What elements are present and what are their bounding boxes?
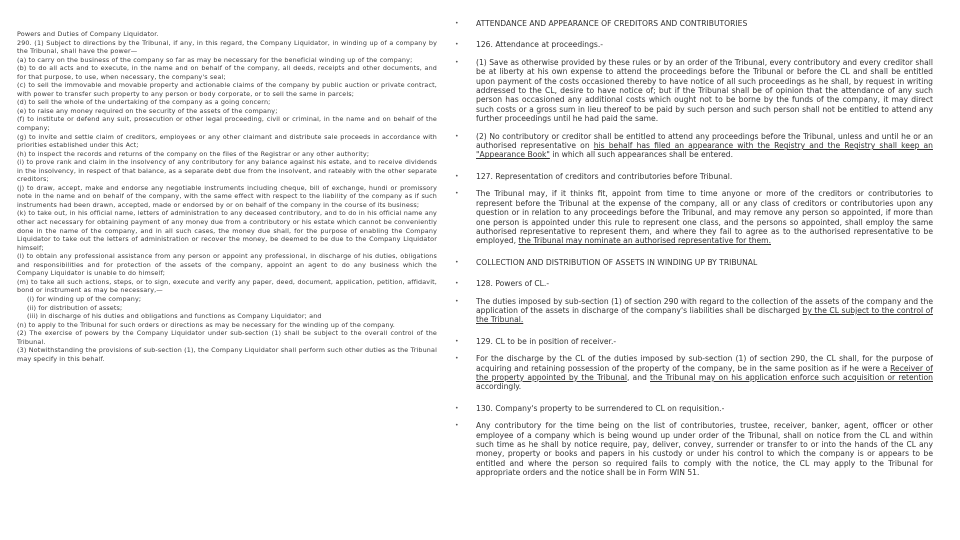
bullet-item [455,297,933,325]
bullet-item [455,337,933,346]
sub-clause-i: (i) for winding up of the company; [27,294,142,303]
rule-128-body: The duties imposed by sub-section (1) of section 290 with regard to the collection of the assets of the company and the application of the assets in discharge of the company's liabilities shall be discharged by the CL subject to the control of the Tribunal. [476,296,933,325]
clause-k: (k) to take out, in his official name, letters of administration to any deceased contributory, and to do in his official name any other act necessary for obtaining payment of any money due from a contributory or his estate which cannot be conveniently done in the name of the company, and in all such cases, the money due shall, for the purpose of enabling the Company Liquidator to take out the letters of administration or recover the money, be deemed to be due to the Company Liquidator himself; [17,209,437,252]
rule-127-title: 127. Representation of creditors and contributories before Tribunal. [476,171,733,181]
clause-l: (l) to obtain any professional assistance from any person or appoint any professional, in discharge of his duties, obligations and responsibilities and for protection of the assets of the company, appoint an agent to do any business which the Company Liquidator is unable to do himself; [17,252,437,278]
rule-126-sub-2: (2) No contributory or creditor shall be entitled to attend any proceedings before the Tribunal, unless and until he or an authorised representative on his behalf has filed an appearance with the Registry and the Registry shall keep an "Appearance Book" in which all such appearances shall be entered. [476,131,933,160]
bullet-item [455,279,933,288]
clause-m: (m) to take all such actions, steps, or to sign, execute and verify any paper, deed, document, application, petition, affidavit, bond or instrument as may be necessary,— [17,277,437,295]
rule-129-body: For the discharge by the CL of the duties imposed by sub-section (1) of section 290, the CL shall, for the purpose of acquiring and retaining possession of the property of the company, be in the same position as if he were a Receiver of the property appointed by the Tribunal, and the Tribunal may on his application enforce such acquisition or retention accordingly. [476,354,933,392]
clause-j: (j) to draw, accept, make and endorse any negotiable instruments including cheque, bill of exchange, hundi or promissory note in the name and on behalf of the company, with the same effect with respect to the liability of the company as if such instruments had been drawn, accepted, made or endorsed by or on behalf of the company in the course of its business; [17,183,437,209]
bullet-item [455,404,933,413]
underlined-nominate-representative: the Tribunal may nominate an authorised representative for them. [518,236,771,246]
section-290-intro: 290. (1) Subject to directions by the Tribunal, if any, in this regard, the Company Liquidator, in winding up of a company by the Tribunal, shall have the power— [17,38,437,56]
bullet-dot-icon: • [455,337,459,345]
bullet-item [455,58,933,124]
rule-127-body: The Tribunal may, if it thinks fit, appoint from time to time anyone or more of the creditors or contributories to represent before the Tribunal at the expense of the company, all or any class of creditors or contributories upon any question or in relation to any proceedings before the Tribunal, and may remove any person so appointed, if more than one person is appointed under this rule to represent one class, and the persons so appointed, shall employ the same authorised representative to represent them, and where they fail to agree as to the authorised representative to be employed, the Tribunal may nominate an authorised representative for them. [476,189,933,246]
heading-collection-distribution: COLLECTION AND DISTRIBUTION OF ASSETS IN WINDING UP BY TRIBUNAL [476,257,758,267]
bullet-item [455,19,933,28]
heading-attendance-appearance: ATTENDANCE AND APPEARANCE OF CREDITORS AND CONTRIBUTORIES [476,19,748,28]
bullet-dot-icon: • [455,355,459,363]
bullet-dot-icon: • [455,422,459,430]
underlined-appearance-book: his behalf has filed an appearance with the Registry and the Registry shall keep an "Appearance Book" [476,141,933,160]
bullet-item [455,189,933,245]
bullet-dot-icon: • [455,258,459,266]
bullet-dot-icon: • [455,190,459,198]
bullet-dot-icon: • [455,132,459,140]
clause-f: (f) to institute or defend any suit, prosecution or other legal proceeding, civil or criminal, in the name and on behalf of the company; [17,115,437,133]
bullet-dot-icon: • [455,41,459,49]
clause-b: (b) to do all acts and to execute, in the name and on behalf of the company, all deeds, receipts and other documents, and for that purpose, to use, when necessary, the company's seal; [17,64,437,81]
bullet-dot-icon: • [455,20,459,27]
clause-n: (n) to apply to the Tribunal for such orders or directions as may be necessary for the winding up of the company. [17,320,395,329]
clause-g: (g) to invite and settle claim of creditors, employees or any other claimant and distribute sale proceeds in accordance with priorities established under this Act; [17,132,437,150]
right-column-rules [455,19,933,478]
clause-c: (c) to sell the immovable and movable property and actionable claims of the company by public auction or private contract, with power to transfer such property to any person or body corporate, or to sell the same in parcels; [17,81,437,98]
clause-i: (i) to prove rank and claim in the insolvency of any contributory for any balance against his estate, and to receive dividends in the insolvency, in respect of that balance, as a separate debt due from the insolvent, and rateably with the other separate creditors; [17,158,438,184]
sub-clause-iii: (iii) in discharge of his duties and obligations and functions as Company Liquidator; and [27,312,322,321]
bullet-dot-icon: • [455,58,459,66]
rule-126-title: 126. Attendance at proceedings.- [476,40,604,50]
left-title: Powers and Duties of Company Liquidator. [17,30,159,38]
rule-128-title: 128. Powers of CL.- [476,279,550,289]
rule-130-body: Any contributory for the time being on the list of contributories, trustee, receiver, banker, agent, officer or other employee of a company which is being wound up under order of the Tribunal, shall on notice from the CL and within such time as he shall by notice require, pay, deliver, convey, surrender or transfer to or into the hands of the CL any money, property or books and papers in his custody or under his control to which the company is or appears to be entitled and where the person so required fails to comply with the notice, the CL may apply to the Tribunal for appropriate orders and the notice shall be in Form WIN 51. [476,421,933,478]
bullet-item [455,40,933,49]
bullet-dot-icon: • [455,172,459,180]
bullet-dot-icon: • [455,280,459,288]
bullet-dot-icon: • [455,297,459,305]
bullet-item [455,132,933,160]
bullet-item [455,172,933,181]
sub-section-3: (3) Notwithstanding the provisions of sub-section (1), the Company Liquidator shall perform such other duties as the Tribunal may specify in this behalf. [17,346,437,363]
rule-126-sub-1: (1) Save as otherwise provided by these rules or by an order of the Tribunal, every contributory and every creditor shall be at liberty at his own expense to attend the proceedings before the Tribunal or before the CL and shall be entitled upon payment of the costs occasioned thereby to have notice of all such proceedings as he shall, by request in writing addressed to the CL, desire to have notice of; but if the Tribunal shall be of opinion that the attendance of any such person has occasioned any additional costs which ought not to be borne by the funds of the company, it may direct such costs or a gross sum in lieu thereof to be paid by such person and such person shall not be entitled to attend any further proceedings until he had paid the same. [476,57,933,124]
clause-e: (e) to raise any money required on the security of the assets of the company; [17,106,278,115]
clause-h: (h) to inspect the records and returns of the company on the files of the Registrar or any other authority; [17,149,370,158]
clause-d: (d) to sell the whole of the undertaking of the company as a going concern; [17,98,271,107]
underlined-enforce-acquisition: the Tribunal may on his application enforce such acquisition or retention [650,372,933,382]
clause-a: (a) to carry on the business of the company so far as may be necessary for the beneficial winding up of the company; [17,55,413,64]
left-column-powers-and-duties [17,30,437,363]
bullet-item [455,258,933,267]
sub-clause-ii: (ii) for distribution of assets; [27,303,123,312]
underlined-control-of-tribunal: by the CL subject to the control of the Tribunal. [476,305,933,325]
underlined-receiver-appointed: Receiver of the property appointed by the Tribunal [476,363,933,382]
sub-section-2: (2) The exercise of powers by the Company Liquidator under sub-section (1) shall be subject to the overall control of the Tribunal. [17,329,437,346]
rule-129-title: 129. CL to be in position of receiver.- [476,336,617,346]
bullet-item [455,354,933,392]
bullet-dot-icon: • [455,404,459,412]
rule-130-title: 130. Company's property to be surrendered to CL on requisition.- [476,403,725,413]
bullet-item [455,421,933,477]
